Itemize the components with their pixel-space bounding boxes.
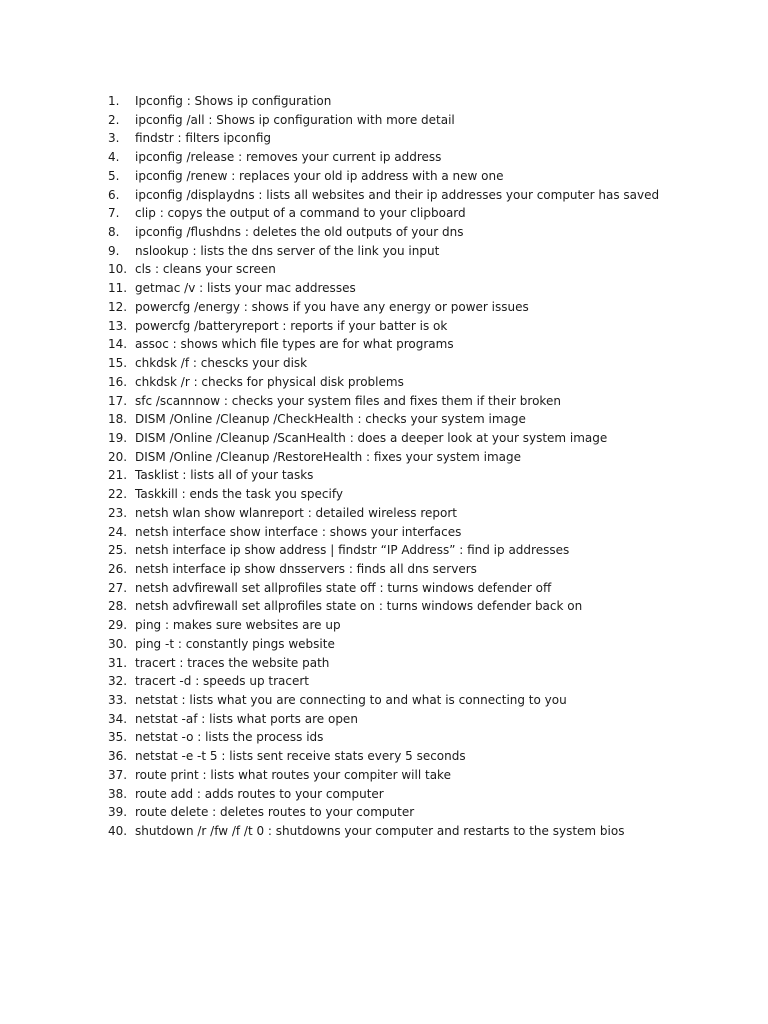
list-item-number: 11. — [108, 281, 128, 296]
list-item-number: 32. — [108, 674, 128, 689]
list-item — [108, 485, 748, 504]
list-item-text: netsh advfirewall set allprofiles state on : turns windows defender back on — [135, 599, 583, 614]
list-item — [108, 317, 748, 336]
list-item-text: DISM /Online /Cleanup /RestoreHealth : fixes your system image — [135, 449, 522, 464]
list-item — [108, 335, 748, 354]
list-item-text: tracert : traces the website path — [135, 655, 330, 670]
list-item-number: 4. — [108, 150, 120, 165]
list-item-text: ipconfig /displaydns : lists all websites and their ip addresses your computer has saved — [135, 187, 660, 202]
list-item-text: ping -t : constantly pings website — [135, 636, 335, 651]
list-item-number: 20. — [108, 449, 128, 464]
list-item-text: assoc : shows which file types are for what programs — [135, 337, 454, 352]
list-item-number: 21. — [108, 468, 128, 483]
list-item — [108, 186, 748, 205]
list-item-text: netstat : lists what you are connecting to and what is connecting to you — [135, 693, 567, 707]
list-item-text: getmac /v : lists your mac addresses — [135, 281, 356, 296]
list-item-number: 14. — [108, 337, 128, 352]
list-item-text: route add : adds routes to your computer — [135, 786, 384, 801]
list-item — [108, 654, 748, 673]
list-item — [108, 560, 748, 579]
list-item — [108, 448, 748, 467]
list-item-number: 19. — [108, 430, 128, 445]
list-item — [108, 728, 748, 747]
list-item — [108, 597, 748, 616]
list-item-text: chkdsk /f : chescks your disk — [135, 356, 308, 371]
list-item-text: Ipconfig : Shows ip configuration — [135, 94, 332, 108]
list-item-text: netstat -o : lists the process ids — [135, 730, 324, 745]
list-item — [108, 129, 748, 148]
list-item-number: 31. — [108, 655, 128, 670]
list-item — [108, 672, 748, 691]
list-item-number: 22. — [108, 487, 128, 502]
list-item-number: 16. — [108, 374, 128, 389]
list-item-text: Taskkill : ends the task you specify — [135, 487, 343, 502]
list-item-text: Tasklist : lists all of your tasks — [135, 468, 314, 483]
command-list — [108, 92, 748, 841]
list-item — [108, 747, 748, 766]
list-item — [108, 466, 748, 485]
list-item-text: netsh interface ip show dnsservers : finds all dns servers — [135, 561, 477, 576]
list-item-number: 39. — [108, 805, 128, 820]
list-item — [108, 766, 748, 785]
list-item-text: cls : cleans your screen — [135, 262, 276, 277]
list-item — [108, 279, 748, 298]
list-item-text: tracert -d : speeds up tracert — [135, 674, 310, 689]
list-item — [108, 429, 748, 448]
list-item — [108, 410, 748, 429]
list-item — [108, 148, 748, 167]
list-item-text: findstr : filters ipconfig — [135, 131, 271, 146]
list-item-text: ipconfig /all : Shows ip configuration with more detail — [135, 112, 455, 127]
list-item — [108, 803, 748, 822]
list-item-text: ipconfig /renew : replaces your old ip address with a new one — [135, 168, 504, 183]
list-item — [108, 204, 748, 223]
list-item — [108, 691, 748, 710]
list-item-number: 15. — [108, 356, 128, 371]
list-item — [108, 111, 748, 130]
list-item-number: 29. — [108, 618, 128, 633]
list-item — [108, 298, 748, 317]
list-item-number: 30. — [108, 636, 128, 651]
list-item-text: clip : copys the output of a command to your clipboard — [135, 206, 466, 221]
list-item-text: shutdown /r /fw /f /t 0 : shutdowns your computer and restarts to the system bios — [135, 824, 625, 839]
list-item — [108, 579, 748, 598]
list-item-number: 26. — [108, 561, 128, 576]
list-item-number: 17. — [108, 393, 128, 408]
list-item-number: 25. — [108, 543, 128, 558]
list-item-text: sfc /scannnow : checks your system files and fixes them if their broken — [135, 393, 561, 408]
list-item-text: route print : lists what routes your compiter will take — [135, 767, 451, 782]
list-item-number: 38. — [108, 786, 128, 801]
list-item-text: netsh interface ip show address | findstr “IP Address” : find ip addresses — [135, 543, 570, 558]
list-item — [108, 354, 748, 373]
list-item-number: 27. — [108, 580, 128, 595]
list-item-number: 34. — [108, 711, 128, 726]
list-item-text: netstat -e -t 5 : lists sent receive stats every 5 seconds — [135, 749, 466, 764]
list-item — [108, 260, 748, 279]
list-item — [108, 92, 748, 111]
list-item-number: 36. — [108, 749, 128, 764]
list-item — [108, 635, 748, 654]
list-item — [108, 223, 748, 242]
list-item — [108, 822, 748, 841]
list-item-text: nslookup : lists the dns server of the link you input — [135, 243, 440, 258]
list-item-text: chkdsk /r : checks for physical disk problems — [135, 374, 404, 389]
list-item-text: netsh advfirewall set allprofiles state off : turns windows defender off — [135, 580, 552, 595]
list-item-text: netstat -af : lists what ports are open — [135, 711, 358, 726]
list-item-number: 5. — [108, 168, 120, 183]
list-item-text: DISM /Online /Cleanup /ScanHealth : does a deeper look at your system image — [135, 430, 608, 445]
list-item-number: 24. — [108, 524, 128, 539]
list-item — [108, 373, 748, 392]
list-item-number: 12. — [108, 299, 128, 314]
list-item — [108, 541, 748, 560]
list-item — [108, 504, 748, 523]
list-item — [108, 167, 748, 186]
list-item-number: 33. — [108, 693, 128, 707]
list-item-text: ipconfig /flushdns : deletes the old outputs of your dns — [135, 225, 464, 240]
list-item-number: 7. — [108, 206, 120, 221]
list-item-text: DISM /Online /Cleanup /CheckHealth : checks your system image — [135, 412, 526, 427]
list-item-number: 23. — [108, 505, 128, 520]
list-item-number: 10. — [108, 262, 128, 277]
list-item-number: 1. — [108, 94, 120, 108]
list-item — [108, 710, 748, 729]
list-item-text: ping : makes sure websites are up — [135, 618, 341, 633]
list-item-text: powercfg /batteryreport : reports if your batter is ok — [135, 318, 448, 333]
list-item — [108, 523, 748, 542]
list-item-text: netsh wlan show wlanreport : detailed wireless report — [135, 505, 457, 520]
list-item — [108, 785, 748, 804]
list-item-number: 18. — [108, 412, 128, 427]
list-item — [108, 392, 748, 411]
list-item-text: powercfg /energy : shows if you have any energy or power issues — [135, 299, 529, 314]
list-item-number: 2. — [108, 112, 120, 127]
list-item-number: 37. — [108, 767, 128, 782]
list-item-number: 40. — [108, 824, 128, 839]
list-item — [108, 242, 748, 261]
list-item-text: netsh interface show interface : shows your interfaces — [135, 524, 462, 539]
list-item-number: 3. — [108, 131, 120, 146]
list-item-number: 35. — [108, 730, 128, 745]
list-item-number: 9. — [108, 243, 120, 258]
list-item-number: 6. — [108, 187, 120, 202]
list-item-number: 28. — [108, 599, 128, 614]
list-item — [108, 616, 748, 635]
list-item-number: 13. — [108, 318, 128, 333]
list-item-text: route delete : deletes routes to your computer — [135, 805, 415, 820]
list-item-text: ipconfig /release : removes your current ip address — [135, 150, 442, 165]
list-item-number: 8. — [108, 225, 120, 240]
